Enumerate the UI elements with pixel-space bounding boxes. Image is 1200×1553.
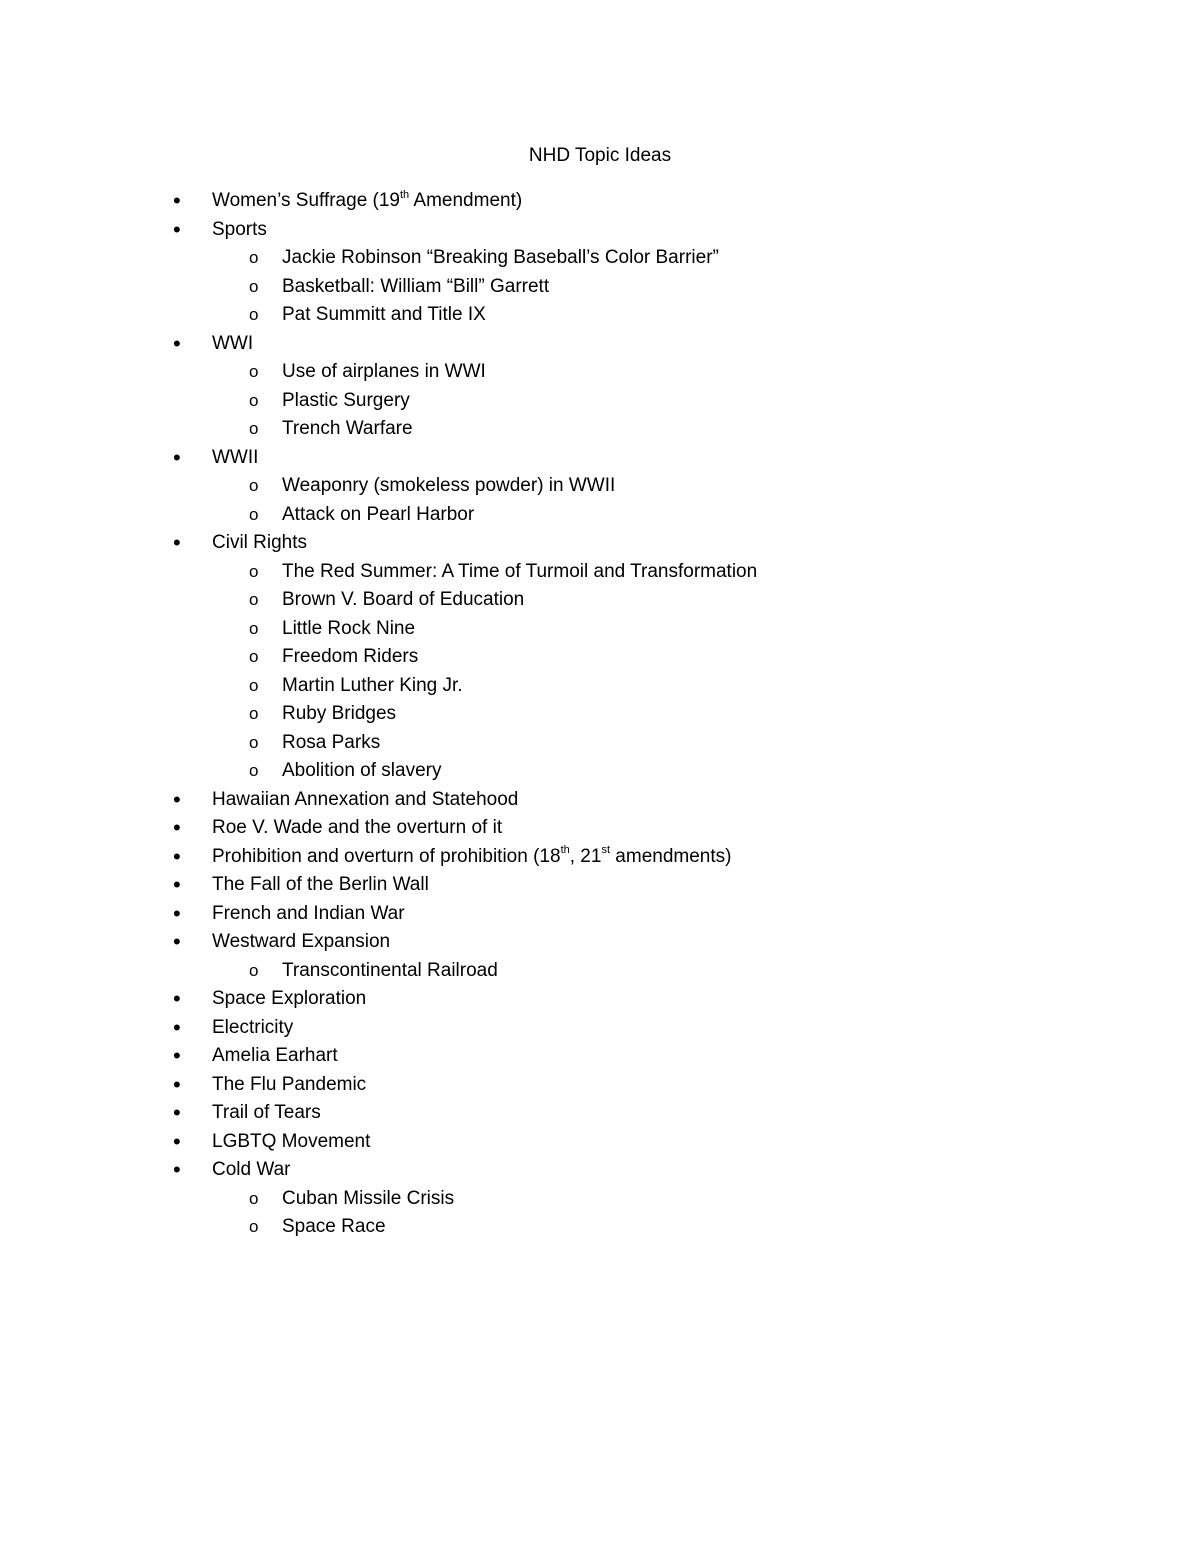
list-item-text xyxy=(282,301,486,330)
text-run: Weaponry (smokeless powder) in WWII xyxy=(282,475,616,496)
bullet-icon: • xyxy=(173,1100,181,1125)
circle-bullet-icon: o xyxy=(249,732,259,752)
text-run: Cold War xyxy=(212,1159,291,1180)
list-item-text xyxy=(212,843,731,872)
list-item xyxy=(0,1128,1200,1157)
sub-list-item xyxy=(0,757,1200,786)
list-item xyxy=(0,1071,1200,1100)
circle-bullet-icon: o xyxy=(249,1217,259,1236)
text-run: Sports xyxy=(212,218,267,240)
list-item-text xyxy=(282,558,757,587)
text-run: Electricity xyxy=(212,1016,294,1038)
list-item xyxy=(0,444,1200,473)
list-item-text xyxy=(282,472,615,501)
list-item xyxy=(0,1099,1200,1128)
circle-bullet-icon: o xyxy=(249,590,259,609)
text-run: The Fall of the Berlin Wall xyxy=(212,874,429,895)
text-run: Attack on Pearl Harbor xyxy=(282,503,475,525)
circle-bullet-icon: o xyxy=(249,276,259,296)
list-item-text xyxy=(212,1071,366,1100)
circle-bullet-icon: o xyxy=(249,476,259,495)
sub-list-item xyxy=(0,301,1200,330)
list-item xyxy=(0,1014,1200,1043)
bullet-icon: • xyxy=(173,1157,181,1182)
text-run: Space Race xyxy=(282,1216,386,1237)
list-item-text xyxy=(282,729,380,758)
list-item-text xyxy=(282,1213,386,1242)
bullet-icon: • xyxy=(173,530,181,555)
list-item-text xyxy=(282,358,486,387)
bullet-icon: • xyxy=(173,1014,181,1040)
bullet-icon: • xyxy=(173,1128,181,1154)
text-run: Amelia Earhart xyxy=(212,1045,338,1066)
text-run: Westward Expansion xyxy=(212,931,391,952)
circle-bullet-icon: o xyxy=(249,419,259,438)
text-run: French and Indian War xyxy=(212,902,405,924)
circle-bullet-icon: o xyxy=(249,362,259,381)
text-run: Hawaiian Annexation and Statehood xyxy=(212,788,519,810)
text-run: Abolition of slavery xyxy=(282,760,442,781)
text-run: Use of airplanes in WWI xyxy=(282,361,486,382)
text-run: Martin Luther King Jr. xyxy=(282,674,463,696)
text-run: Freedom Riders xyxy=(282,646,419,667)
document-title: NHD Topic Ideas xyxy=(528,145,672,166)
sub-list-item xyxy=(0,586,1200,615)
list-item-text xyxy=(212,928,390,957)
list-item xyxy=(0,900,1200,929)
text-run: Women’s Suffrage (19 xyxy=(212,190,400,211)
list-item-text xyxy=(212,814,502,843)
circle-bullet-icon: o xyxy=(249,675,259,695)
circle-bullet-icon: o xyxy=(249,1188,259,1208)
bullet-icon: • xyxy=(173,986,181,1011)
circle-bullet-icon: o xyxy=(249,248,259,267)
text-run: Space Exploration xyxy=(212,988,367,1009)
sub-list-item xyxy=(0,501,1200,530)
list-item-text xyxy=(212,1128,370,1157)
list-item xyxy=(0,529,1200,558)
circle-bullet-icon: o xyxy=(249,504,259,524)
list-item-text xyxy=(282,387,410,416)
list-item xyxy=(0,871,1200,900)
text-run: Ruby Bridges xyxy=(282,703,397,724)
text-run: WWII xyxy=(212,446,259,468)
list-item-text xyxy=(282,273,549,302)
bullet-icon: • xyxy=(173,1071,181,1097)
list-item xyxy=(0,985,1200,1014)
circle-bullet-icon: o xyxy=(249,647,259,666)
sub-list-item xyxy=(0,244,1200,273)
text-run: Cuban Missile Crisis xyxy=(282,1187,455,1209)
sub-list-item xyxy=(0,387,1200,416)
circle-bullet-icon: o xyxy=(249,561,259,581)
text-run: Roe V. Wade and the overturn of it xyxy=(212,817,503,838)
list-item-text xyxy=(212,985,366,1014)
list-item-text xyxy=(282,672,463,701)
circle-bullet-icon: o xyxy=(249,305,259,324)
text-run: amendments) xyxy=(610,845,732,867)
sub-list-item xyxy=(0,558,1200,587)
circle-bullet-icon: o xyxy=(249,390,259,410)
list-item-text xyxy=(212,444,258,473)
text-run: Plastic Surgery xyxy=(282,389,410,411)
text-run: , 21 xyxy=(569,845,602,867)
list-item-text xyxy=(282,415,413,444)
list-item-text xyxy=(212,529,307,558)
list-item-text xyxy=(212,900,405,929)
sub-list-item xyxy=(0,273,1200,302)
text-run: Jackie Robinson “Breaking Baseball’s Color Barrier” xyxy=(282,247,719,268)
list-item-text xyxy=(212,1099,321,1128)
sub-list-item xyxy=(0,957,1200,986)
bullet-icon: • xyxy=(173,330,181,356)
list-item xyxy=(0,1042,1200,1071)
sub-list-item xyxy=(0,358,1200,387)
list-item-text xyxy=(282,586,524,615)
sub-list-item xyxy=(0,415,1200,444)
superscript: th xyxy=(560,844,570,857)
circle-bullet-icon: o xyxy=(249,618,259,638)
list-item xyxy=(0,330,1200,359)
list-item xyxy=(0,843,1200,872)
list-item-text xyxy=(282,244,719,273)
text-run: Basketball: William “Bill” Garrett xyxy=(282,275,550,297)
list-item xyxy=(0,216,1200,245)
bullet-icon: • xyxy=(173,1043,181,1068)
bullet-icon: • xyxy=(173,786,181,812)
list-item-text xyxy=(282,757,441,786)
text-run: Rosa Parks xyxy=(282,731,381,753)
circle-bullet-icon: o xyxy=(249,704,259,723)
bullet-icon: • xyxy=(173,815,181,840)
text-run: WWI xyxy=(212,332,254,354)
list-item xyxy=(0,786,1200,815)
sub-list-item xyxy=(0,1185,1200,1214)
list-item-text xyxy=(282,957,498,986)
text-run: LGBTQ Movement xyxy=(212,1130,371,1152)
list-item-text xyxy=(282,615,415,644)
list-item-text xyxy=(212,871,429,900)
topic-list xyxy=(0,187,1200,1242)
bullet-icon: • xyxy=(173,216,181,242)
text-run: Amendment) xyxy=(409,190,523,211)
text-run: Trench Warfare xyxy=(282,418,413,439)
list-item xyxy=(0,1156,1200,1185)
text-run: Transcontinental Railroad xyxy=(282,959,498,981)
list-item-text xyxy=(212,187,522,216)
text-run: Trail of Tears xyxy=(212,1102,321,1123)
text-run: Little Rock Nine xyxy=(282,617,416,639)
text-run: Civil Rights xyxy=(212,532,308,553)
circle-bullet-icon: o xyxy=(249,761,259,780)
sub-list-item xyxy=(0,643,1200,672)
list-item xyxy=(0,928,1200,957)
sub-list-item xyxy=(0,472,1200,501)
sub-list-item xyxy=(0,615,1200,644)
text-run: Prohibition and overturn of prohibition (18 xyxy=(212,845,561,867)
list-item-text xyxy=(282,1185,454,1214)
text-run: The Flu Pandemic xyxy=(212,1073,367,1095)
list-item-text xyxy=(212,1014,293,1043)
list-item-text xyxy=(212,216,267,245)
text-run: Brown V. Board of Education xyxy=(282,589,525,610)
list-item-text xyxy=(282,700,396,729)
bullet-icon: • xyxy=(173,929,181,954)
list-item-text xyxy=(212,330,253,359)
list-item xyxy=(0,187,1200,216)
sub-list-item xyxy=(0,672,1200,701)
list-item xyxy=(0,814,1200,843)
bullet-icon: • xyxy=(173,900,181,926)
bullet-icon: • xyxy=(173,188,181,213)
list-item-text xyxy=(282,501,474,530)
text-run: Pat Summitt and Title IX xyxy=(282,304,486,325)
list-item-text xyxy=(212,1156,290,1185)
sub-list-item xyxy=(0,729,1200,758)
list-item-text xyxy=(212,1042,338,1071)
bullet-icon: • xyxy=(173,843,181,869)
list-item-text xyxy=(212,786,518,815)
sub-list-item xyxy=(0,1213,1200,1242)
bullet-icon: • xyxy=(173,872,181,897)
circle-bullet-icon: o xyxy=(249,960,259,980)
superscript: st xyxy=(601,844,611,857)
bullet-icon: • xyxy=(173,444,181,470)
list-item-text xyxy=(282,643,418,672)
text-run: The Red Summer: A Time of Turmoil and Transformation xyxy=(282,560,758,582)
superscript: th xyxy=(400,188,410,201)
sub-list-item xyxy=(0,700,1200,729)
